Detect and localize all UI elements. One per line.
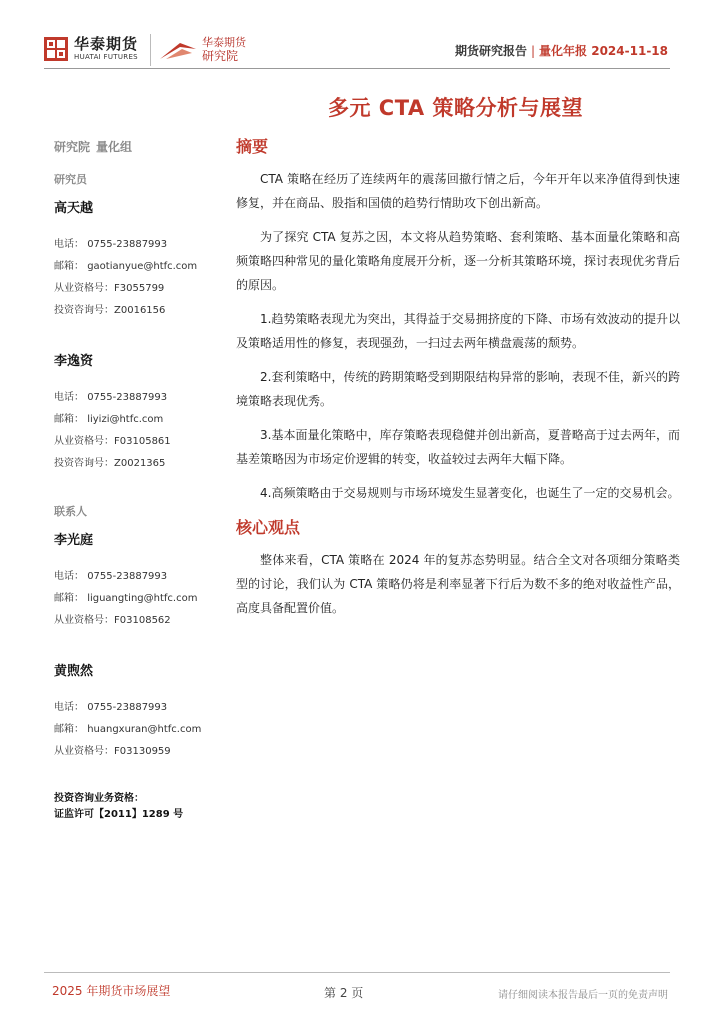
phone-line: [54, 387, 224, 409]
report-date: 2024-11-18: [591, 44, 668, 58]
email-line: [54, 256, 224, 278]
core-view-heading: 核心观点: [236, 518, 301, 537]
header-separator: |: [530, 44, 536, 58]
email-link[interactable]: huangxuran@htfc.com: [87, 724, 202, 735]
qualification-line: [54, 431, 224, 453]
contact-card: [54, 660, 224, 763]
qualification-label: 从业资格号：: [54, 746, 114, 757]
phone-value: 0755-23887993: [87, 239, 168, 250]
qualification-value: F03130959: [114, 746, 171, 757]
contact-card: [54, 529, 224, 632]
author-sidebar: [54, 138, 224, 823]
invest-consult-value: Z0016156: [114, 305, 166, 316]
invest-consult-line: [54, 453, 224, 475]
logo-divider: [150, 34, 151, 66]
researcher-card: [54, 350, 224, 475]
summary-paragraph: 2.套利策略中，传统的跨期策略受到期限结构异常的影响，表现不佳，新兴的跨境策略表现优秀。: [236, 370, 680, 408]
team-group: 量化组: [96, 140, 133, 154]
contact-name: 李光庭: [54, 533, 94, 548]
email-label: 邮箱：: [54, 593, 84, 604]
institute-swoosh-icon: [158, 37, 198, 63]
phone-label: 电话：: [54, 239, 84, 250]
qualification-value: F03108562: [114, 615, 171, 626]
qualification-value: F03105861: [114, 436, 171, 447]
summary-paragraph: CTA 策略在经历了连续两年的震荡回撤行情之后，今年开年以来净值得到快速修复，并在商品、股指和国债的趋势行情助攻下创出新高。: [236, 172, 680, 210]
header-rule: [44, 68, 670, 69]
license-line-1: 投资咨询业务资格：: [54, 793, 144, 804]
email-label: 邮箱：: [54, 261, 84, 272]
invest-consult-label: 投资咨询号：: [54, 305, 114, 316]
report-meta: [455, 42, 668, 59]
huatai-logo-mark-icon: [44, 37, 68, 61]
researcher-name: 李逸资: [54, 354, 94, 369]
phone-line: [54, 697, 224, 719]
email-line: [54, 588, 224, 610]
summary-paragraph: 3.基本面量化策略中，库存策略表现稳健并创出新高，夏普略高于过去两年，而基差策略因为市场定价逻辑的转变，收益较过去两年大幅下降。: [236, 428, 680, 466]
contact-label: 联系人: [54, 505, 87, 518]
email-line: [54, 409, 224, 431]
email-link[interactable]: gaotianyue@htfc.com: [87, 261, 198, 272]
core-view-paragraph: 整体来看，CTA 策略在 2024 年的复苏态势明显。结合全文对各项细分策略类型的讨论，我们认为 CTA 策略仍将是利率显著下行后为数不多的绝对收益性产品，高度具备配置价值。: [236, 553, 680, 615]
institute-sub: 研究院: [202, 49, 239, 63]
qualification-line: [54, 610, 224, 632]
phone-value: 0755-23887993: [87, 571, 168, 582]
main-content: [236, 134, 680, 630]
phone-value: 0755-23887993: [87, 702, 168, 713]
institute-name: 华泰期货: [202, 36, 246, 49]
report-type: 量化年报: [539, 44, 588, 58]
footer-disclaimer: 请仔细阅读本报告最后一页的免责声明: [498, 990, 668, 1001]
phone-value: 0755-23887993: [87, 392, 168, 403]
report-category: 期货研究报告: [454, 44, 527, 58]
team-institute: 研究院: [54, 140, 91, 154]
qualification-label: 从业资格号：: [54, 283, 114, 294]
invest-consult-label: 投资咨询号：: [54, 458, 114, 469]
summary-paragraph: 为了探究 CTA 复苏之因，本文将从趋势策略、套利策略、基本面量化策略和高频策略四种常见的量化策略角度展开分析，逐一分析其策略环境，探讨表现优劣背后的原因。: [236, 230, 681, 292]
email-link[interactable]: liguangting@htfc.com: [87, 593, 198, 604]
page-number: 第 2 页: [324, 986, 364, 1000]
team-name: [54, 138, 224, 155]
qualification-label: 从业资格号：: [54, 615, 114, 626]
invest-consult-value: Z0021365: [114, 458, 166, 469]
email-line: [54, 719, 224, 741]
footer-rule: [44, 972, 670, 973]
researcher-label: 研究员: [54, 173, 87, 186]
phone-line: [54, 234, 224, 256]
email-label: 邮箱：: [54, 414, 84, 425]
summary-paragraph: 1.趋势策略表现尤为突出，其得益于交易拥挤度的下降、市场有效波动的提升以及策略适用性的修复，表现强劲，一扫过去两年横盘震荡的颓势。: [236, 312, 680, 350]
license-info: [54, 791, 224, 823]
report-title: 多元 CTA 策略分析与展望: [328, 96, 583, 120]
footer-series-title: 2025 年期货市场展望: [52, 984, 171, 998]
phone-label: 电话：: [54, 702, 84, 713]
email-label: 邮箱：: [54, 724, 84, 735]
qualification-value: F3055799: [114, 283, 165, 294]
logo-cn-text: 华泰期货: [74, 35, 139, 53]
researcher-card: [54, 197, 224, 322]
logo-en-text: HUATAI FUTURES: [74, 53, 138, 61]
invest-consult-line: [54, 300, 224, 322]
summary-paragraph: 4.高频策略由于交易规则与市场环境发生显著变化，也诞生了一定的交易机会。: [260, 486, 680, 500]
qualification-line: [54, 741, 224, 763]
email-link[interactable]: liyizi@htfc.com: [87, 414, 164, 425]
phone-line: [54, 566, 224, 588]
phone-label: 电话：: [54, 571, 84, 582]
phone-label: 电话：: [54, 392, 84, 403]
license-line-2: 证监许可【2011】1289 号: [54, 809, 184, 820]
institute-logo: [158, 36, 246, 63]
researcher-name: 高天越: [54, 201, 94, 216]
huatai-logo: [44, 36, 138, 62]
contact-name: 黄煦然: [54, 664, 94, 679]
qualification-label: 从业资格号：: [54, 436, 114, 447]
summary-heading: 摘要: [236, 137, 269, 156]
qualification-line: [54, 278, 224, 300]
